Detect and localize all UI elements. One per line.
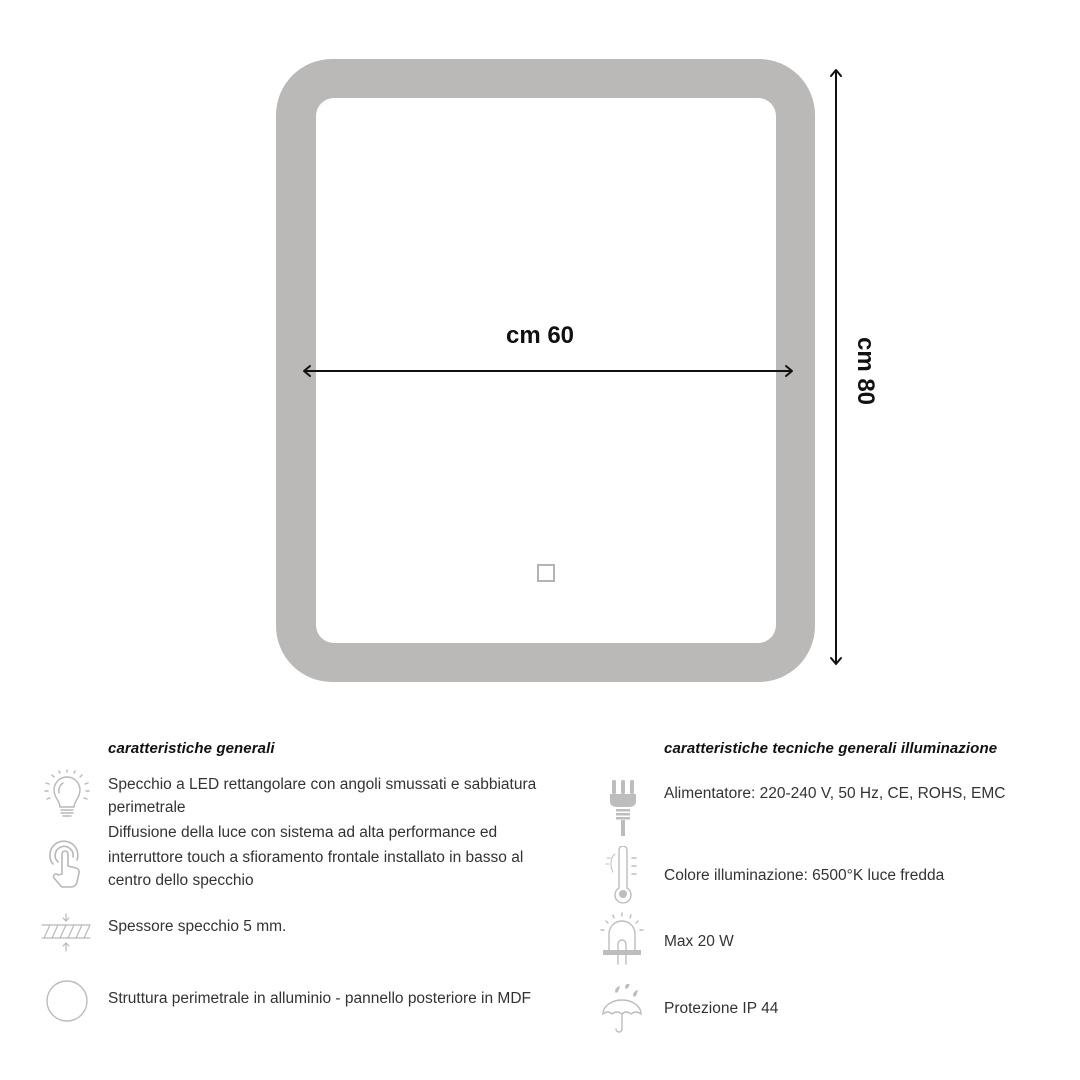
- height-dimension-label: cm 80: [852, 336, 879, 406]
- technical-item-2: Colore illuminazione: 6500°K luce fredda: [664, 867, 945, 884]
- technical-section-title: caratteristiche tecniche generali illuminazione: [664, 740, 998, 757]
- led-icon: [600, 912, 644, 972]
- thermometer-icon: [604, 846, 640, 906]
- general-section-title: caratteristiche generali: [108, 740, 275, 757]
- width-dimension-label: cm 60: [505, 322, 575, 349]
- technical-item-4: Protezione IP 44: [664, 1000, 779, 1017]
- plug-icon: [608, 778, 638, 838]
- umbrella-icon: [600, 984, 646, 1036]
- general-item-3: Spessore specchio 5 mm.: [108, 918, 287, 935]
- touch-icon: [46, 838, 86, 890]
- circle-icon: [44, 978, 90, 1024]
- lightbulb-icon: [43, 769, 91, 823]
- thickness-icon: [40, 912, 92, 954]
- general-item-2: Diffusione della luce con sistema ad alta performance ed interruttore touch a sfioramento frontale installato in basso al centro dello specchio: [108, 824, 524, 889]
- technical-item-1: Alimentatore: 220-240 V, 50 Hz, CE, ROHS, EMC: [664, 785, 1006, 802]
- technical-item-3: Max 20 W: [664, 933, 734, 950]
- general-item-4: Struttura perimetrale in alluminio - pannello posteriore in MDF: [108, 990, 531, 1007]
- general-item-1: Specchio a LED rettangolare con angoli smussati e sabbiatura perimetrale: [108, 776, 537, 816]
